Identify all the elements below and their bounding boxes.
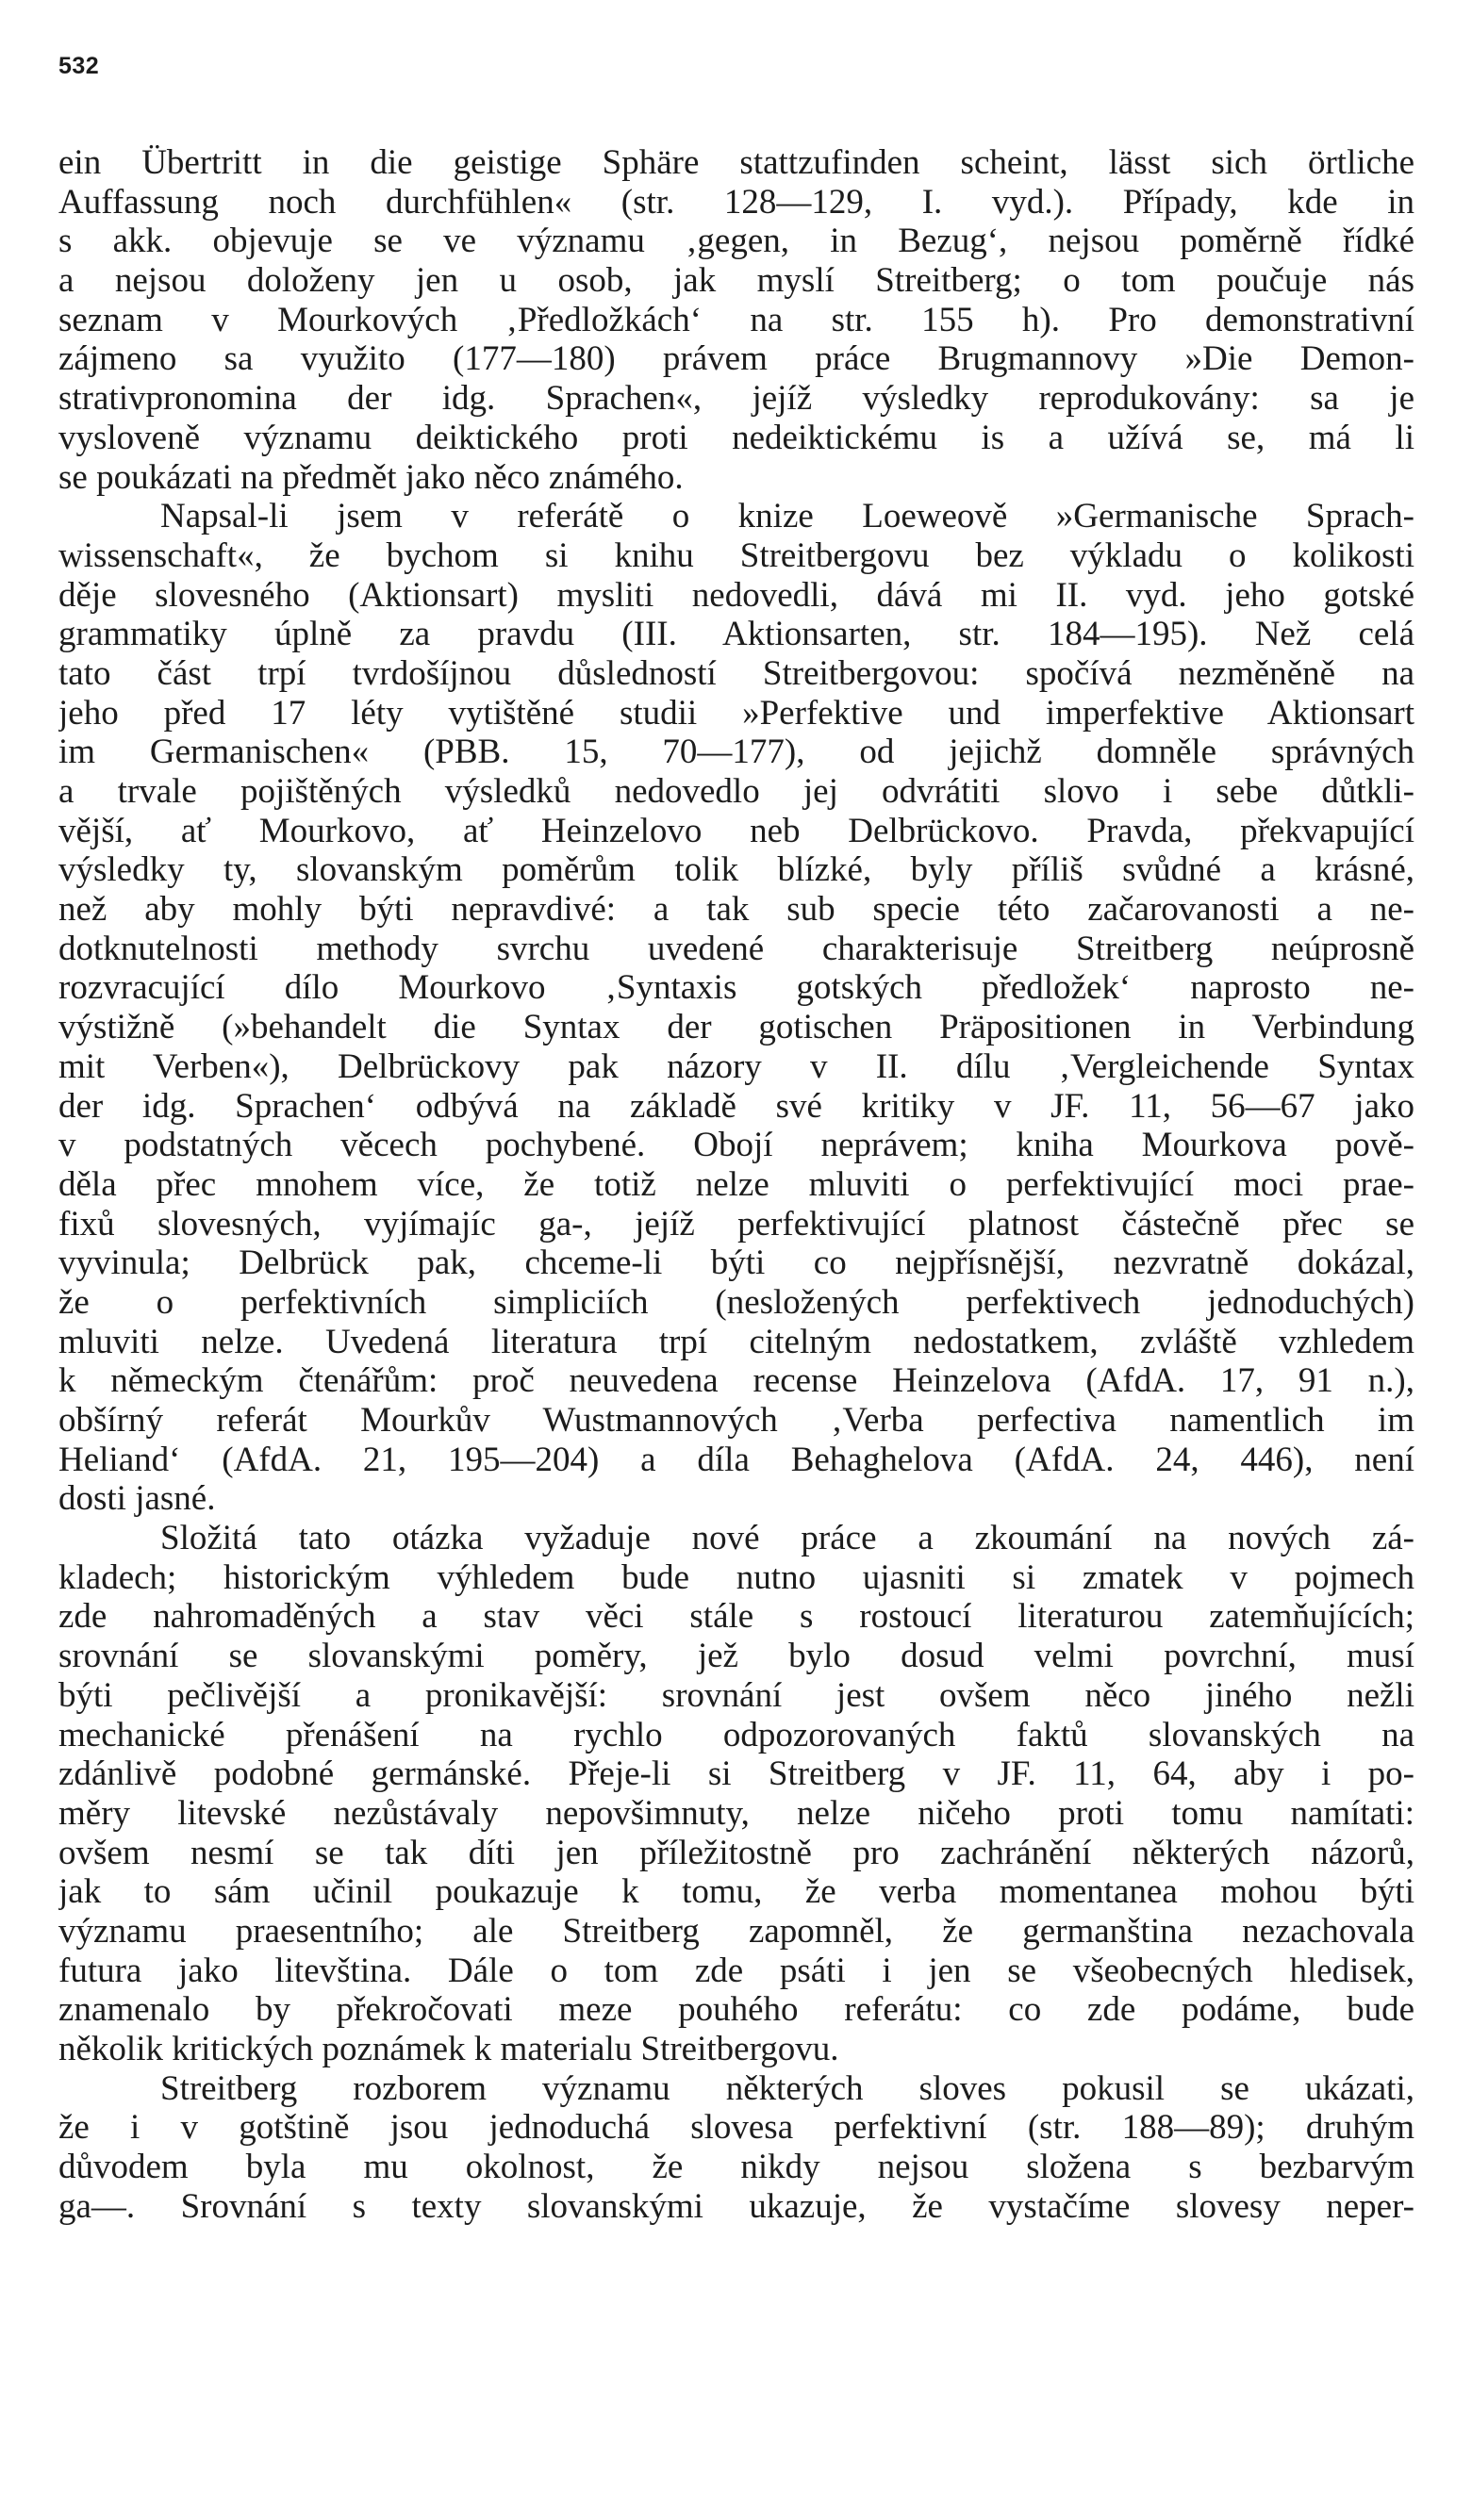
text-line: ovšem nesmí se tak díti jen příležitostně pro zachránění některých názorů,: [58, 1833, 1414, 1872]
text-line: významu praesentního; ale Streitberg zapomněl, že germanština nezachovala: [58, 1911, 1414, 1951]
text-line: im Germanischen« (PBB. 15, 70—177), od jejichž domněle správných: [58, 733, 1414, 772]
text-line: rozvracující dílo Mourkovo ‚Syntaxis gotských předložek‘ naprosto ne-: [58, 968, 1414, 1008]
text-line: a nejsou doloženy jen u osob, jak myslí Streitberg; o tom poučuje nás: [58, 261, 1414, 301]
text-line: než aby mohly býti nepravdivé: a tak sub specie této začarovanosti a ne-: [58, 890, 1414, 930]
text-line: ga—. Srovnání s texty slovanskými ukazuje, že vystačíme slovesy neper-: [58, 2186, 1414, 2226]
text-line: dotknutelnosti methody svrchu uvedené charakterisuje Streitberg neúprosně: [58, 929, 1414, 968]
text-line: vyvinula; Delbrück pak, chceme-li býti co nejpřísnější, nezvratně dokázal,: [58, 1244, 1414, 1283]
text-line: zdánlivě podobné germánské. Přeje-li si Streitberg v JF. 11, 64, aby i po-: [58, 1754, 1414, 1794]
text-line: futura jako litevština. Dále o tom zde psáti i jen se všeobecných hledisek,: [58, 1951, 1414, 1990]
text-line: zde nahromaděných a stav věci stále s rostoucí literaturou zatemňujících;: [58, 1597, 1414, 1637]
text-line: že i v gotštině jsou jednoduchá slovesa perfektivní (str. 188—89); druhým: [58, 2108, 1414, 2148]
text-line: jeho před 17 léty vytištěné studii »Perfektive und imperfektive Aktionsart: [58, 693, 1414, 733]
text-line: ein Übertritt in die geistige Sphäre stattzufinden scheint, lässt sich örtliche: [58, 143, 1414, 182]
text-line: seznam v Mourkových ‚Předložkách‘ na str. 155 h). Pro demonstrativní: [58, 300, 1414, 339]
text-line: obšírný referát Mourkův Wustmannových ‚Verba perfectiva namentlich im: [58, 1401, 1414, 1440]
text-line: že o perfektivních simpliciích (nesložených perfektivech jednoduchých): [58, 1282, 1414, 1322]
text-line: der idg. Sprachen‘ odbývá na základě své kritiky v JF. 11, 56—67 jako: [58, 1086, 1414, 1126]
text-line: znamenalo by překročovati meze pouhého referátu: co zde podáme, bude: [58, 1990, 1414, 2030]
text-line: mluviti nelze. Uvedená literatura trpí citelným nedostatkem, zvláště vzhledem: [58, 1322, 1414, 1361]
text-line: výstižně (»behandelt die Syntax der gotischen Präpositionen in Verbindung: [58, 1008, 1414, 1047]
text-line: děje slovesného (Aktionsart) mysliti nedovedli, dává mi II. vyd. jeho gotské: [58, 575, 1414, 615]
text-line: vější, ať Mourkovo, ať Heinzelovo neb Delbrückovo. Pravda, překvapující: [58, 811, 1414, 850]
text-line: mit Verben«), Delbrückovy pak názory v II. dílu ‚Vergleichende Syntax: [58, 1046, 1414, 1086]
text-line: několik kritických poznámek k materialu Streitbergovu.: [58, 2030, 839, 2068]
text-line: výsledky ty, slovanským poměrům tolik blízké, byly příliš svůdné a krásné,: [58, 850, 1414, 890]
text-line: Napsal-li jsem v referátě o knize Loeweově »Germanische Sprach-: [160, 497, 1414, 536]
page-number: 532: [58, 53, 100, 79]
text-line: v podstatných věcech pochybené. Obojí neprávem; kniha Mourkova pově-: [58, 1126, 1414, 1165]
text-line: Heliand‘ (AfdA. 21, 195—204) a díla Behaghelova (AfdA. 24, 446), není: [58, 1440, 1414, 1479]
text-line: důvodem byla mu okolnost, že nikdy nejsou složena s bezbarvým: [58, 2148, 1414, 2187]
text-line: wissenschaft«, že bychom si knihu Streitbergovu bez výkladu o kolikosti: [58, 535, 1414, 575]
text-line: býti pečlivější a pronikavější: srovnání jest ovšem něco jiného nežli: [58, 1675, 1414, 1715]
text-line: a trvale pojištěných výsledků nedovedlo jej odvrátiti slovo i sebe důtkli-: [58, 772, 1414, 811]
text-line: srovnání se slovanskými poměry, jež bylo dosud velmi povrchní, musí: [58, 1637, 1414, 1676]
text-line: jak to sám učinil poukazuje k tomu, že verba momentanea mohou býti: [58, 1872, 1414, 1912]
text-line: grammatiky úplně za pravdu (III. Aktionsarten, str. 184—195). Než celá: [58, 615, 1414, 654]
article-body: [58, 143, 1414, 2226]
text-line: s akk. objevuje se ve významu ‚gegen, in Bezug‘, nejsou poměrně řídké: [58, 222, 1414, 261]
text-line: kladech; historickým výhledem bude nutno ujasniti si zmatek v pojmech: [58, 1557, 1414, 1597]
text-line: strativpronomina der idg. Sprachen«, jejíž výsledky reprodukovány: sa je: [58, 379, 1414, 419]
text-line: vysloveně významu deiktického proti nedeiktickému is a užívá se, má li: [58, 418, 1414, 457]
text-line: Složitá tato otázka vyžaduje nové práce a zkoumání na nových zá-: [160, 1519, 1414, 1558]
text-line: fixů slovesných, vyjímajíc ga-, jejíž perfektivující platnost částečně přec se: [58, 1204, 1414, 1244]
text-line: k německým čtenářům: proč neuvedena recense Heinzelova (AfdA. 17, 91 n.),: [58, 1361, 1414, 1401]
text-line: dosti jasné.: [58, 1479, 216, 1519]
text-line: tato část trpí tvrdošíjnou důsledností Streitbergovou: spočívá nezměněně na: [58, 653, 1414, 693]
text-line: měry litevské nezůstávaly nepovšimnuty, nelze ničeho proti tomu namítati:: [58, 1793, 1414, 1833]
text-line: zájmeno sa využito (177—180) právem práce Brugmannovy »Die Demon-: [58, 339, 1414, 379]
text-line: Auffassung noch durchfühlen« (str. 128—129, I. vyd.). Případy, kde in: [58, 182, 1414, 222]
text-line: Streitberg rozborem významu některých sloves pokusil se ukázati,: [160, 2068, 1414, 2108]
text-line: mechanické přenášení na rychlo odpozorovaných faktů slovanských na: [58, 1715, 1414, 1754]
text-line: se poukázati na předmět jako něco známého.: [58, 457, 684, 497]
text-line: děla přec mnohem více, že totiž nelze mluviti o perfektivující moci prae-: [58, 1164, 1414, 1204]
